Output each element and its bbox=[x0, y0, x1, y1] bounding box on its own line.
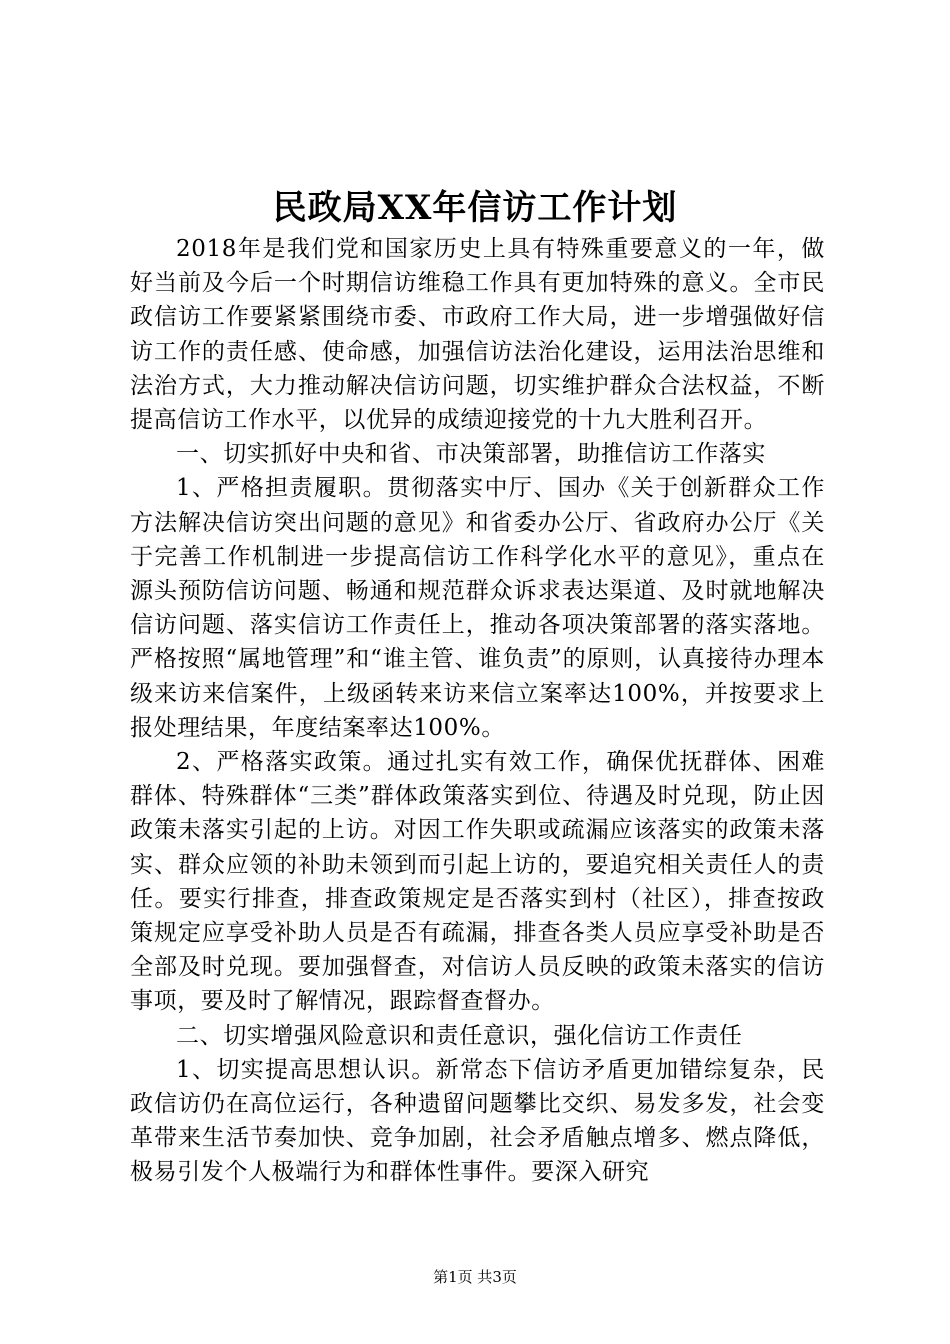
document-title: 民政局XX年信访工作计划 bbox=[272, 188, 678, 228]
page-number-footer: 第1页 共3页 bbox=[433, 1268, 517, 1286]
section-1-item-1: 1、严格担责履职。贯彻落实中厅、国办《关于创新群众工作方法解决信访突出问题的意见》和省委办公厅、省政府办公厅《关于完善工作机制进一步提高信访工作科学化水平的意见》，重点在源头预防信访问题、畅通和规范群众诉求表达渠道、及时就地解决信访问题、落实信访工作责任上，推动各项决策部署的落实落地。严格按照“属地管理”和“谁主管、谁负责”的原则，认真接待办理本级来访来信案件，上级函转来访来信立案率达100%，并按要求上报处理结果，年度结案率达100%。 bbox=[130, 475, 825, 741]
intro-paragraph: 2018年是我们党和国家历史上具有特殊重要意义的一年，做好当前及今后一个时期信访维稳工作具有更加特殊的意义。全市民政信访工作要紧紧围绕市委、市政府工作大局，进一步增强做好信访工作的责任感、使命感，加强信访法治化建设，运用法治思维和法治方式，大力推动解决信访问题，切实维护群众合法权益，不断提高信访工作水平，以优异的成绩迎接党的十九大胜利召开。 bbox=[130, 236, 825, 434]
document-body bbox=[130, 232, 825, 1190]
section-2-item-1: 1、切实提高思想认识。新常态下信访矛盾更加错综复杂，民政信访仍在高位运行，各种遗留问题攀比交织、易发多发，社会变革带来生活节奏加快、竞争加剧，社会矛盾触点增多、燃点降低，极易引发个人极端行为和群体性事件。要深入研究 bbox=[130, 1056, 825, 1186]
section-heading-2: 二、切实增强风险意识和责任意识，强化信访工作责任 bbox=[176, 1022, 743, 1049]
section-1-item-2: 2、严格落实政策。通过扎实有效工作，确保优抚群体、困难群体、特殊群体“三类”群体政策落实到位、待遇及时兑现，防止因政策未落实引起的上访。对因工作失职或疏漏应该落实的政策未落实、群众应领的补助未领到而引起上访的，要追究相关责任人的责任。要实行排查，排查政策规定是否落实到村（社区），排查按政策规定应享受补助人员是否有疏漏，排查各类人员应享受补助是否全部及时兑现。要加强督查，对信访人员反映的政策未落实的信访事项，要及时了解情况，跟踪督查督办。 bbox=[130, 749, 825, 1015]
section-heading-1: 一、切实抓好中央和省、市决策部署，助推信访工作落实 bbox=[176, 441, 766, 468]
